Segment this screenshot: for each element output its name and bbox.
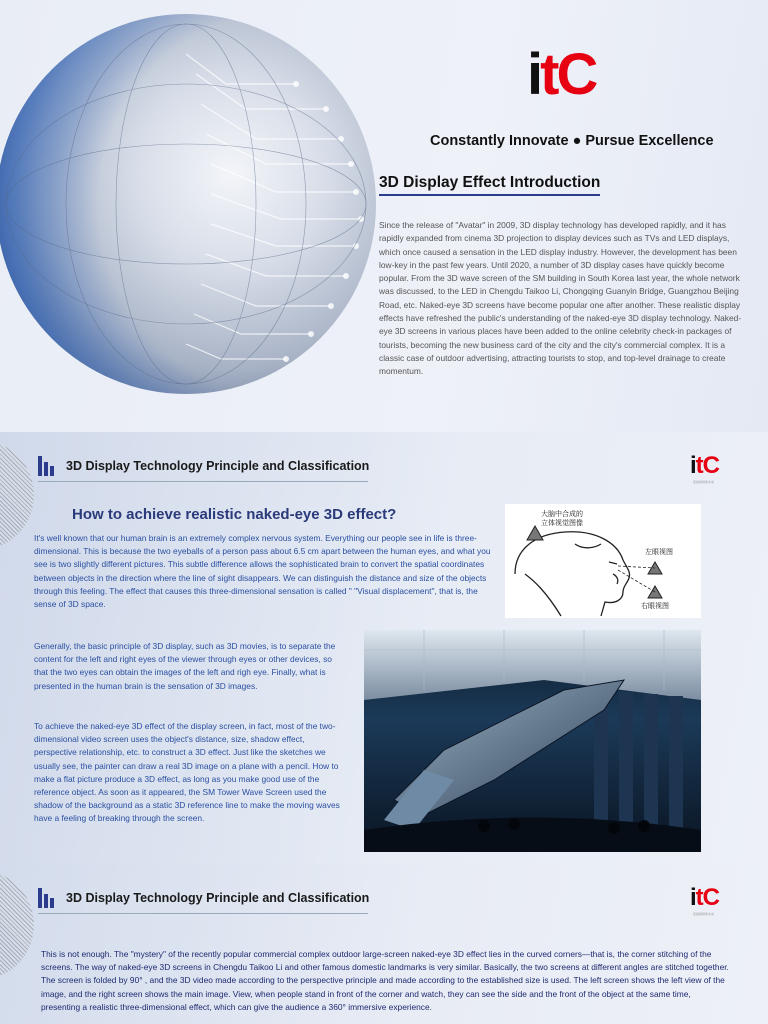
right-view-label: 右眼视图 bbox=[641, 602, 669, 610]
digital-sphere-image bbox=[0, 14, 376, 394]
principle-paragraph-1: It's well known that our human brain is an extremely complex nervous system. Everything our people see in life is three-dimensional. This is because the two eyeballs of a person pass about 6.5 cm apart between the human eyes, and what you see is two slightly different pictures. This subtle difference allows the sophisticated brain to convert the spatial coordinates between objects in the direction where the line of sight disappears. We can distinguish the distance and size of the objects through this feeling. The effect that causes this three-dimensional sensation is called " "Visual displacement", that is, the sense of 3D space. bbox=[34, 533, 491, 610]
left-view-label: 左眼视图 bbox=[645, 548, 673, 556]
bar-chart-icon bbox=[38, 456, 54, 476]
sphere-corner-image bbox=[0, 440, 34, 550]
logo-prefix: i bbox=[527, 42, 541, 107]
logo-suffix: tC bbox=[695, 884, 719, 911]
itc-logo bbox=[527, 42, 596, 107]
question-heading: How to achieve realistic naked-eye 3D effect? bbox=[72, 506, 397, 523]
corner-section bbox=[0, 864, 768, 1024]
tagline: Constantly Innovate ● Pursue Excellence bbox=[430, 133, 714, 149]
section-title: 3D Display Technology Principle and Classification bbox=[66, 459, 370, 473]
corner-paragraph: This is not enough. The "mystery" of the recently popular commercial complex outdoor large-screen naked-eye 3D effect lies in the curved corners—that is, the corner stitching of the screens. The way of naked-eye 3D screens in Chengdu Taikoo Li and other famous domestic landmarks is very similar. Basically, the two screens at different angles are stitched together. The screen is folded by 90° , and the 3D video made according to the perspective principle and made according to the established size is used. The left screen shows the left view of the image, and the right screen shows the main image. View, when people stand in front of the corner and watch, they can see the side and the front of the object at the same time, presenting a realistic three-dimensional effect, which can give the audience a 360° immersive experience. bbox=[41, 949, 729, 1012]
section-header bbox=[38, 456, 368, 482]
principle-section bbox=[0, 432, 768, 864]
intro-paragraph: Since the release of "Avatar" in 2009, 3D display technology has developed rapidly, and it has rapidly expanded from cinema 3D projection to display devices such as TVs and LED displays, which once caused a sensation in the LED display industry. However, the development has been low-key in the past few years. Until 2020, a number of 3D display cases have quickly become popular. From the 3D wave screen of the SM building in South Korea last year, the whole network was discussed, to the LED in Chengdu Taikoo Li, Chongqing Guanyin Bridge, Guangzhou Beijing Road, etc. Naked-eye 3D screens have become popular one after another. These realistic display effects have refreshed the public's understanding of the naked-eye 3D display technology. Naked-eye 3D screens in various places have been added to the online celebrity check-in packages of tourists, becoming the new business card of the city and the city's commercial complex. It is a classic case of outdoor advertising, attracting tourists to stop, and top-level drainage to create momentum. bbox=[379, 220, 742, 377]
itc-logo-small-2 bbox=[690, 886, 719, 910]
principle-paragraph-3: To achieve the naked-eye 3D effect of the display screen, in fact, most of the two-dimensional video screen uses the object's distance, size, shadow effect, perspective relationship, etc. to construct a 3D effect. Just like the sketches we usually see, the painter can draw a real 3D image on a plane with a pencil. How to make a flat picture produce a 3D effect, as long as you make good use of the reference object. As soon as it appeared, the SM Tower Wave Screen used the shadow of the background as a static 3D reference line to make the moving waves have a feeling of breaking through the screen. bbox=[34, 721, 340, 824]
logo-prefix: i bbox=[690, 884, 696, 911]
stereo-vision-diagram bbox=[505, 504, 701, 618]
logo-subtext-2: 连接视频的未来 bbox=[693, 912, 715, 916]
logo-suffix: tC bbox=[540, 42, 596, 107]
brain-label-2: 立体视觉图像 bbox=[541, 519, 583, 527]
bar-chart-icon bbox=[38, 888, 54, 908]
section-header-2 bbox=[38, 888, 368, 914]
sphere-corner-image-2 bbox=[0, 870, 34, 980]
logo-prefix: i bbox=[690, 452, 696, 479]
section-title-2: 3D Display Technology Principle and Classification bbox=[66, 891, 370, 905]
brain-label-1: 大脑中合成的 bbox=[541, 510, 583, 518]
logo-subtext: 连接视频的未来 bbox=[693, 480, 715, 484]
itc-logo-small bbox=[690, 454, 719, 478]
intro-heading: 3D Display Effect Introduction bbox=[379, 174, 600, 196]
3d-cinema-photo bbox=[364, 630, 701, 852]
principle-paragraph-2: Generally, the basic principle of 3D display, such as 3D movies, is to separate the content for the left and right eyes of the viewer through eyes or other devices, so that the two eyes can obtain the images of the left and righ eye. Finally, what is presented in the human brain is the sensation of 3D images. bbox=[34, 641, 336, 691]
intro-section bbox=[0, 0, 768, 432]
logo-suffix: tC bbox=[695, 452, 719, 479]
